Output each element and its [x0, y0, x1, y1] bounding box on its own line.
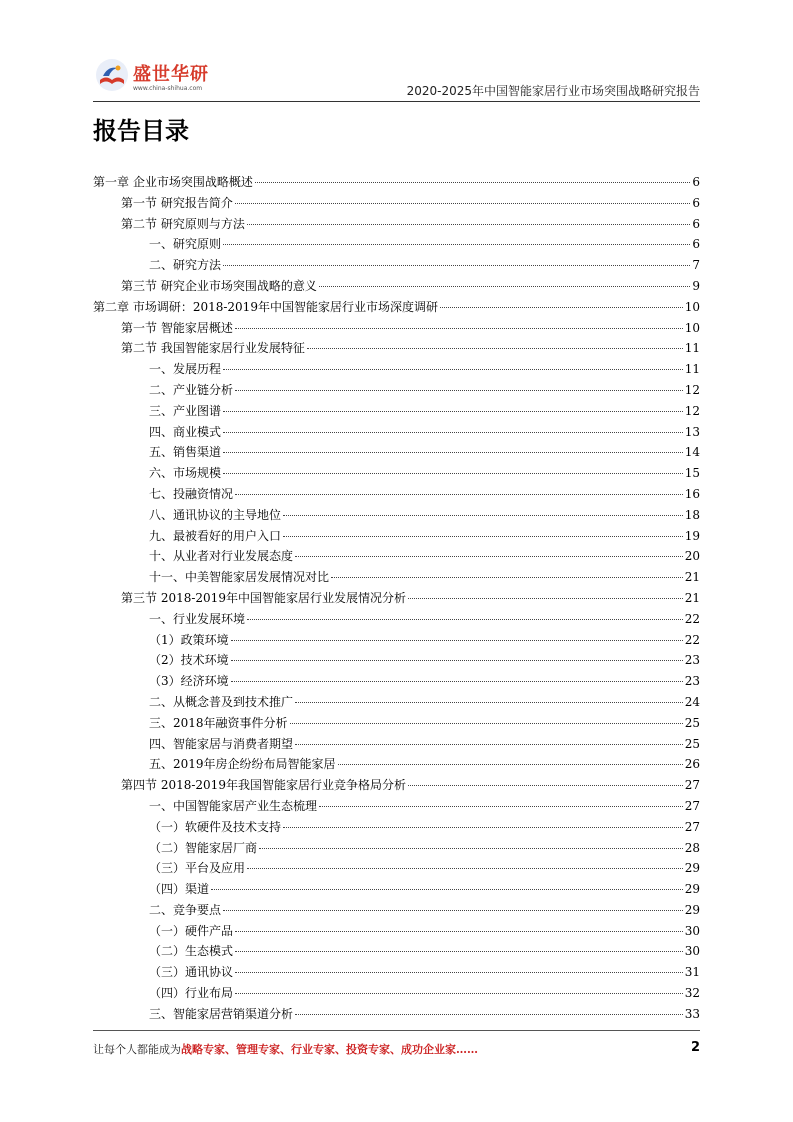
- toc-leader-dots: [295, 702, 683, 703]
- toc-entry[interactable]: [93, 735, 700, 756]
- toc-leader-dots: [283, 536, 683, 537]
- toc-leader-dots: [223, 265, 690, 266]
- logo-url: www.china-shihua.com: [133, 85, 203, 92]
- toc-entry[interactable]: [93, 942, 700, 963]
- toc-entry-label: 五、销售渠道: [149, 445, 222, 460]
- toc-entry-label: （2）技术环境: [149, 653, 229, 668]
- toc-leader-dots: [319, 806, 683, 807]
- toc-entry[interactable]: [93, 402, 700, 423]
- toc-entry-page: 23: [684, 674, 700, 689]
- toc-leader-dots: [247, 868, 683, 869]
- toc-entry-page: 30: [684, 944, 700, 959]
- toc-entry-label: 四、智能家居与消费者期望: [149, 736, 294, 751]
- toc-entry-page: 10: [684, 320, 700, 335]
- toc-entry[interactable]: [93, 693, 700, 714]
- toc-entry-page: 25: [684, 736, 700, 751]
- toc-entry-label: 一、发展历程: [149, 362, 222, 377]
- toc-leader-dots: [295, 744, 683, 745]
- toc-leader-dots: [307, 348, 683, 349]
- toc-entry-page: 22: [684, 611, 700, 626]
- header-divider: [93, 101, 700, 102]
- toc-entry-label: 第三节 研究企业市场突围战略的意义: [121, 278, 317, 293]
- toc-entry-label: 十、从业者对行业发展态度: [149, 549, 294, 564]
- toc-entry-label: 第一节 智能家居概述: [121, 320, 233, 335]
- footer-divider: [93, 1030, 700, 1031]
- toc-entry[interactable]: [93, 547, 700, 568]
- toc-leader-dots: [408, 785, 683, 786]
- toc-entry[interactable]: [93, 360, 700, 381]
- toc-entry-label: （四）渠道: [149, 882, 210, 897]
- toc-entry[interactable]: [93, 714, 700, 735]
- toc-entry-label: 第一章 企业市场突围战略概述: [93, 175, 253, 189]
- toc-entry[interactable]: [93, 485, 700, 506]
- toc-entry-label: 二、竞争要点: [149, 902, 222, 917]
- report-title: 2020-2025年中国智能家居行业市场突围战略研究报告: [406, 84, 700, 98]
- toc-entry[interactable]: [93, 464, 700, 485]
- footer-slogan: [93, 1041, 478, 1057]
- toc-entry[interactable]: [93, 589, 700, 610]
- toc-entry-page: 14: [684, 445, 700, 460]
- toc-entry-page: 19: [684, 528, 700, 543]
- toc-entry[interactable]: [93, 527, 700, 548]
- toc-leader-dots: [259, 848, 683, 849]
- toc-entry[interactable]: [93, 173, 700, 194]
- toc-entry-page: 23: [684, 653, 700, 668]
- toc-entry[interactable]: [93, 672, 700, 693]
- toc-entry-page: 31: [684, 965, 700, 980]
- toc-entry-page: 22: [684, 632, 700, 647]
- toc-entry-page: 6: [692, 237, 700, 252]
- book-logo-icon: [95, 58, 129, 92]
- toc-entry-page: 18: [684, 507, 700, 522]
- toc-entry[interactable]: [93, 277, 700, 298]
- toc-entry-label: 四、商业模式: [149, 424, 222, 439]
- company-logo: [93, 54, 213, 98]
- toc-entry-label: 第二节 研究原则与方法: [121, 216, 245, 231]
- toc-entry-page: 6: [692, 216, 700, 231]
- toc-entry[interactable]: [93, 859, 700, 880]
- toc-leader-dots: [231, 660, 683, 661]
- toc-entry-label: 二、从概念普及到技术推广: [149, 694, 294, 709]
- toc-entry-label: 六、市场规模: [149, 466, 222, 481]
- toc-entry[interactable]: [93, 339, 700, 360]
- toc-leader-dots: [295, 556, 683, 557]
- toc-entry[interactable]: [93, 880, 700, 901]
- toc-entry[interactable]: [93, 839, 700, 860]
- toc-entry-label: 一、中国智能家居产业生态梳理: [149, 798, 318, 813]
- toc-entry-page: 10: [684, 299, 700, 314]
- toc-entry-page: 29: [684, 882, 700, 897]
- toc-entry[interactable]: [93, 797, 700, 818]
- toc-entry-label: （三）通讯协议: [149, 965, 234, 980]
- toc-entry-page: 29: [684, 861, 700, 876]
- toc-entry-label: 一、行业发展环境: [149, 611, 246, 626]
- logo-text: 盛世华研: [133, 64, 209, 85]
- toc-leader-dots: [319, 286, 691, 287]
- toc-entry-label: 第三节 2018-2019年中国智能家居行业发展情况分析: [121, 590, 406, 605]
- toc-leader-dots: [211, 889, 683, 890]
- toc-leader-dots: [331, 577, 683, 578]
- toc-leader-dots: [223, 244, 690, 245]
- toc-entry-page: 13: [684, 424, 700, 439]
- toc-entry-label: 十一、中美智能家居发展情况对比: [149, 570, 330, 585]
- toc-entry-page: 21: [684, 570, 700, 585]
- toc-entry[interactable]: [93, 901, 700, 922]
- toc-entry-label: （二）生态模式: [149, 944, 234, 959]
- toc-entry-label: 二、产业链分析: [149, 382, 234, 397]
- footer-highlight: 战略专家、管理专家、行业专家、投资专家、成功企业家……: [181, 1043, 478, 1056]
- page-number: 2: [690, 1040, 700, 1055]
- toc-leader-dots: [223, 369, 683, 370]
- toc-leader-dots: [408, 598, 683, 599]
- toc-entry-page: 27: [684, 798, 700, 813]
- toc-entry-page: 20: [684, 549, 700, 564]
- toc-entry[interactable]: [93, 506, 700, 527]
- toc-entry-label: （二）智能家居厂商: [149, 840, 258, 855]
- toc-entry-page: 12: [684, 382, 700, 397]
- toc-entry-label: （3）经济环境: [149, 674, 229, 689]
- toc-entry-label: 第四节 2018-2019年我国智能家居行业竞争格局分析: [121, 778, 406, 793]
- toc-entry-page: 33: [684, 1006, 700, 1021]
- toc-leader-dots: [283, 827, 683, 828]
- toc-entry[interactable]: [93, 755, 700, 776]
- toc-entry[interactable]: [93, 215, 700, 236]
- toc-entry-label: 九、最被看好的用户入口: [149, 528, 282, 543]
- toc-leader-dots: [223, 411, 683, 412]
- toc-entry-label: 一、研究原则: [149, 237, 222, 252]
- page-header: [93, 52, 700, 102]
- toc-entry-page: 32: [684, 986, 700, 1001]
- toc-leader-dots: [223, 910, 683, 911]
- toc-entry[interactable]: [93, 922, 700, 943]
- toc-entry-label: （三）平台及应用: [149, 861, 246, 876]
- toc-leader-dots: [255, 182, 691, 183]
- toc-leader-dots: [295, 1014, 683, 1015]
- toc-entry[interactable]: [93, 256, 700, 277]
- toc-entry-label: （一）软硬件及技术支持: [149, 819, 282, 834]
- toc-entry-label: 二、研究方法: [149, 258, 222, 273]
- toc-entry-page: 6: [692, 175, 700, 189]
- toc-leader-dots: [235, 494, 683, 495]
- toc-leader-dots: [235, 951, 683, 952]
- toc-leader-dots: [223, 452, 683, 453]
- toc-entry-page: 12: [684, 403, 700, 418]
- toc-entry-page: 6: [692, 195, 700, 210]
- toc-leader-dots: [440, 307, 683, 308]
- toc-entry[interactable]: [93, 381, 700, 402]
- table-of-contents: [93, 173, 700, 1026]
- toc-leader-dots: [235, 972, 683, 973]
- toc-entry-page: 29: [684, 902, 700, 917]
- toc-entry-label: 五、2019年房企纷纷布局智能家居: [149, 757, 336, 772]
- toc-entry[interactable]: [93, 568, 700, 589]
- toc-entry[interactable]: [93, 776, 700, 797]
- toc-leader-dots: [338, 764, 683, 765]
- toc-entry-page: 30: [684, 923, 700, 938]
- toc-entry-page: 24: [684, 694, 700, 709]
- toc-entry-label: （一）硬件产品: [149, 923, 234, 938]
- toc-entry-label: 三、2018年融资事件分析: [149, 715, 288, 730]
- toc-entry[interactable]: [93, 235, 700, 256]
- toc-entry-label: 三、产业图谱: [149, 403, 222, 418]
- toc-entry-page: 15: [684, 466, 700, 481]
- toc-entry[interactable]: [93, 651, 700, 672]
- toc-entry-page: 9: [692, 278, 700, 293]
- toc-entry-label: 七、投融资情况: [149, 486, 234, 501]
- toc-entry[interactable]: [93, 610, 700, 631]
- toc-entry[interactable]: [93, 443, 700, 464]
- toc-leader-dots: [231, 681, 683, 682]
- toc-entry[interactable]: [93, 984, 700, 1005]
- toc-entry-label: 八、通讯协议的主导地位: [149, 507, 282, 522]
- toc-entry[interactable]: [93, 319, 700, 340]
- toc-leader-dots: [247, 224, 691, 225]
- toc-leader-dots: [223, 473, 683, 474]
- toc-leader-dots: [231, 640, 683, 641]
- toc-entry-page: 25: [684, 715, 700, 730]
- toc-leader-dots: [235, 390, 683, 391]
- toc-entry-page: 27: [684, 778, 700, 793]
- toc-entry-label: （1）政策环境: [149, 632, 229, 647]
- toc-entry-label: 第二节 我国智能家居行业发展特征: [121, 341, 305, 356]
- toc-leader-dots: [283, 515, 683, 516]
- toc-entry[interactable]: [93, 298, 700, 319]
- toc-entry-page: 11: [684, 362, 700, 377]
- toc-entry-label: 第二章 市场调研：2018-2019年中国智能家居行业市场深度调研: [93, 299, 438, 314]
- toc-entry-page: 16: [684, 486, 700, 501]
- toc-entry[interactable]: [93, 1005, 700, 1026]
- toc-leader-dots: [223, 432, 683, 433]
- toc-leader-dots: [235, 993, 683, 994]
- toc-entry-page: 27: [684, 819, 700, 834]
- toc-leader-dots: [235, 203, 691, 204]
- toc-entry[interactable]: [93, 818, 700, 839]
- toc-entry-label: （四）行业布局: [149, 986, 234, 1001]
- toc-entry[interactable]: [93, 631, 700, 652]
- toc-entry[interactable]: [93, 423, 700, 444]
- toc-entry-page: 28: [684, 840, 700, 855]
- toc-entry-page: 7: [692, 258, 700, 273]
- footer-prefix: 让每个人都能成为: [93, 1043, 181, 1056]
- toc-leader-dots: [247, 619, 683, 620]
- toc-leader-dots: [235, 931, 683, 932]
- toc-entry[interactable]: [93, 963, 700, 984]
- toc-entry-page: 21: [684, 590, 700, 605]
- toc-entry-page: 26: [684, 757, 700, 772]
- toc-entry[interactable]: [93, 194, 700, 215]
- page-title: 报告目录: [93, 117, 189, 145]
- toc-entry-label: 三、智能家居营销渠道分析: [149, 1006, 294, 1021]
- toc-entry-page: 11: [684, 341, 700, 356]
- toc-leader-dots: [290, 723, 683, 724]
- toc-leader-dots: [235, 328, 683, 329]
- toc-entry-label: 第一节 研究报告简介: [121, 195, 233, 210]
